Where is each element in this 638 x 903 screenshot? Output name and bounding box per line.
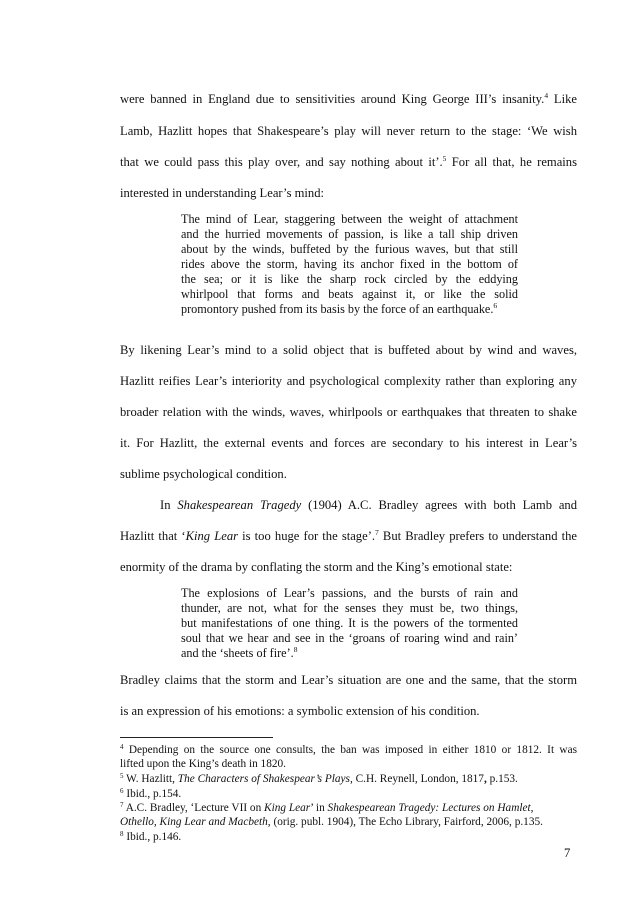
quote-line: about by the winds, buffeted by the furious waves, but that still [181, 242, 518, 256]
footnote-4: $^4$ Depending on the source one consults, the ban was imposed in either 1810 or 1812. It was [120, 743, 577, 756]
body-line: By likening Lear’s mind to a solid object that is buffeted about by wind and waves, [120, 343, 577, 357]
play-title: King Lear [185, 529, 239, 543]
footnote-7: $^7$ A.C. Bradley, ‘Lecture VII on King Lear’ in Shakespearean Tragedy: Lectures on Hamlet, [120, 801, 534, 814]
quote-line: the sea; or it is like the sharp rock circled by the eddying [181, 272, 518, 286]
footnote-ref: 7 [375, 528, 379, 537]
footnote-separator [120, 737, 273, 738]
quote-line: and the hurried movements of passion, is like a tall ship driven [181, 227, 518, 241]
quote-line: and the ‘sheets of fire’.$^8$ [181, 645, 298, 660]
footnote-ref: 5 [442, 154, 447, 163]
body-line: that we could pass this play over, and say nothing about it’.$^5$ For all that, he remains [120, 154, 577, 169]
footnote-ref: 6 [493, 301, 498, 310]
body-line: enormity of the drama by conflating the storm and the King’s emotional state: [120, 560, 513, 574]
footnote-6: $^6$ Ibid., p.154. [120, 787, 182, 800]
quote-line: soul that we hear and see in the ‘groans of roaring wind and rain’ [181, 631, 518, 645]
quote-line: The explosions of Lear’s passions, and the bursts of rain and [181, 586, 518, 600]
quote-line: but manifestations of one thing. It is the powers of the tormented [181, 616, 518, 630]
quote-line: promontory pushed from its basis by the force of an earthquake.$^6$ [181, 301, 498, 316]
body-line: Hazlitt reifies Lear’s interiority and psychological complexity rather than exploring any [120, 374, 577, 388]
body-line: broader relation with the winds, waves, whirlpools or earthquakes that threaten to shake [120, 405, 577, 419]
footnote-ref: 8 [293, 645, 298, 654]
footnote-8: $^8$ Ibid., p.146. [120, 830, 182, 843]
quote-line: whirlpool that forms and beats against it, or like the solid [181, 287, 518, 301]
page-number: 7 [564, 846, 571, 860]
body-line: Hazlitt that ‘King Lear is too huge for the stage’.$^7$ But Bradley prefers to understand the [120, 528, 578, 543]
footnote-4-cont: lifted upon the King’s death in 1820. [120, 758, 286, 770]
body-line: it. For Hazlitt, the external events and forces are secondary to his interest in Lear’s [120, 436, 577, 450]
footnote-7-cont: Othello, King Lear and Macbeth, (orig. publ. 1904), The Echo Library, Fairford, 2006, p.135. [120, 816, 543, 828]
footnote-5: $^5$ W. Hazlitt, The Characters of Shakespear’s Plays, C.H. Reynell, London, 1817, p.153. [120, 772, 518, 785]
body-line: sublime psychological condition. [120, 467, 287, 481]
body-line: Bradley claims that the storm and Lear’s situation are one and the same, that the storm [120, 673, 577, 687]
body-line: In Shakespearean Tragedy (1904) A.C. Bradley agrees with both Lamb and [160, 498, 578, 512]
quote-line: rides above the storm, having its anchor fixed in the bottom of [181, 257, 518, 271]
body-line: were banned in England due to sensitivities around King George III’s insanity.$^4$ Like [120, 91, 577, 106]
body-line: Lamb, Hazlitt hopes that Shakespeare’s play will never return to the stage: ‘We wish [120, 124, 577, 138]
body-line: interested in understanding Lear’s mind: [120, 186, 325, 200]
quote-line: thunder, are not, what for the senses they must be, two things, [181, 601, 518, 615]
body-line: is an expression of his emotions: a symbolic extension of his condition. [120, 704, 480, 718]
quote-line: The mind of Lear, staggering between the weight of attachment [181, 212, 518, 226]
book-title: Shakespearean Tragedy [177, 498, 302, 512]
footnote-ref: 4 [544, 91, 549, 100]
